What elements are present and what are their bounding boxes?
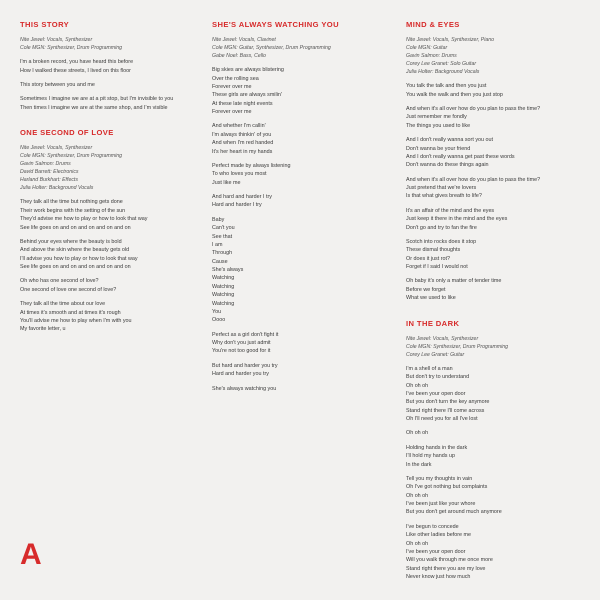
lyric-line: Never know just how much — [406, 574, 471, 580]
credit-line: Cole MGN: Synthesizer, Drum Programming — [20, 45, 123, 52]
lyric-line: And when it's all over how do you plan to pass the time? — [406, 176, 541, 183]
lyric-line: I've begun to concede — [406, 523, 459, 530]
lyric-line: Then times I imagine we are at the same shop, and I'm visible — [20, 104, 168, 111]
lyric-line: I've been just like your whore — [406, 501, 476, 507]
lyric-line: Oh oh oh — [406, 430, 429, 437]
lyric-line: Oh I've got nothing but complaints — [406, 484, 488, 491]
lyric-line: Stand right there you are my love — [406, 565, 486, 572]
lyric-line: Big skies are always blistering — [212, 67, 284, 74]
lyric-stanza — [406, 82, 586, 99]
lyric-line: Perfect as a girl don't fight it — [212, 331, 279, 338]
lyric-line: These dismal thoughts — [406, 247, 461, 254]
lyric-line: Just pretend that we're lovers — [406, 185, 477, 192]
lyric-line: I'll advise you how to play or how to look that way — [20, 255, 138, 262]
lyric-line: I've been your open door — [406, 548, 466, 555]
credit-line: Corey Lee Granet: Solo Guitar — [406, 61, 477, 68]
song-title: MIND & EYES — [406, 20, 460, 29]
lyric-line: Don't wanna be your friend — [406, 145, 471, 152]
credit-line: Cole MGN: Guitar — [406, 45, 448, 52]
lyric-line: You walk the walk and then you just stop — [406, 91, 503, 98]
lyric-line: And whether I'm callin' — [212, 123, 266, 130]
lyric-line: Or does it just rot? — [406, 255, 451, 262]
credit-line: Gavin Salmon: Drums — [20, 161, 71, 168]
lyric-stanza — [406, 475, 586, 517]
credit-line: Gavin Salmon: Drums — [406, 53, 457, 60]
song-title: ONE SECOND OF LOVE — [20, 128, 114, 137]
lyric-line: And I don't really wanna get past these words — [406, 153, 515, 160]
lyric-line: Oh oh oh — [406, 492, 429, 499]
lyric-line: Scotch into rocks does it stop — [406, 238, 477, 245]
credit-line: Nite Jewel: Vocals, Synthesizer, Piano — [406, 37, 495, 43]
lyric-line: Behind your eyes where the beauty is bold — [20, 238, 122, 245]
lyric-line: Through — [212, 250, 233, 257]
lyric-stanza — [406, 105, 586, 130]
lyric-line: Watching — [212, 300, 235, 307]
lyric-stanza — [20, 238, 200, 272]
lyric-stanza — [406, 176, 586, 201]
lyric-stanza — [212, 331, 392, 356]
lyric-line: Watching — [212, 275, 235, 282]
lyric-line: Holding hands in the dark — [406, 444, 468, 451]
lyric-line: I've been your open door — [406, 390, 466, 397]
lyric-line: And hard and harder I try — [212, 194, 272, 201]
song-title: IN THE DARK — [406, 318, 460, 328]
lyric-stanza — [406, 277, 586, 302]
lyric-stanza — [20, 277, 200, 294]
song-block — [406, 319, 586, 582]
lyric-line: I'm a shell of a man — [406, 365, 453, 372]
lyric-line: It's an affair of the mind and the eyes — [406, 207, 495, 214]
song-block — [212, 20, 392, 393]
lyric-line: What we used to like — [406, 295, 456, 302]
lyric-line: Hard and harder you try — [212, 371, 269, 378]
lyric-line: Forever over me — [212, 109, 252, 116]
lyric-line: You talk the talk and then you just — [406, 83, 487, 90]
lyric-line: How I walked these streets, I lived on this floor — [20, 67, 131, 74]
lyric-line: At these late night events — [212, 100, 273, 107]
side-letter: A — [20, 538, 42, 571]
lyric-line: But you don't turn the key anymore — [406, 399, 490, 406]
lyric-line: Don't go and try to fan the fire — [406, 224, 477, 231]
lyric-line: I'll hold my hands up — [406, 453, 455, 460]
lyric-line: This story between you and me — [20, 81, 95, 88]
lyric-line: Forever over me — [212, 83, 252, 90]
credit-line: Julia Holter: Background Vocals — [20, 185, 94, 192]
lyric-stanza — [212, 362, 392, 379]
credit-line: Cole MGN: Synthesizer, Drum Programming — [406, 343, 509, 350]
lyric-line: You're not too good for it — [212, 348, 271, 355]
credit-line: Cole MGN: Guitar, Synthesizer, Drum Programming — [212, 45, 331, 52]
lyric-line: Sometimes I imagine we are at a pit stop, but I'm invisible to you — [20, 96, 174, 103]
lyric-line: One second of love one second of love? — [20, 286, 117, 293]
lyric-stanza — [406, 365, 586, 424]
lyric-line: Oh who has one second of love? — [20, 278, 99, 285]
lyric-line: The things you used to like — [406, 122, 471, 129]
lyric-stanza — [406, 444, 586, 469]
lyric-line: In the dark — [406, 461, 432, 468]
lyric-line: Don't wanna do these things again — [406, 162, 489, 169]
lyric-line: And when I'm red handed — [212, 140, 274, 147]
lyric-line: At times it's smooth and at times it's rough — [20, 309, 121, 316]
lyric-line: Watching — [212, 292, 235, 299]
song-title: SHE'S ALWAYS WATCHING YOU — [212, 20, 339, 29]
lyric-stanza — [406, 238, 586, 272]
lyric-line: And I don't really wanna sort you out — [406, 137, 494, 144]
lyric-line: Is that what gives breath to life? — [406, 193, 482, 200]
credit-line: Corey Lee Granet: Guitar — [406, 351, 465, 358]
lyric-line: I am — [212, 241, 223, 248]
lyric-line: She's always — [212, 267, 244, 274]
lyric-line: Can't you — [212, 225, 235, 232]
lyric-line: Stand right there I'll come across — [406, 407, 485, 414]
lyric-line: They talk all the time but nothing gets done — [20, 199, 123, 206]
lyric-line: Oh I'll need you for all I've lost — [406, 416, 478, 422]
lyric-stanza — [406, 207, 586, 232]
credit-line: Julia Holter: Background Vocals — [406, 69, 480, 76]
credit-line: David Barrett: Electronics — [20, 169, 79, 176]
lyric-line: Will you walk through me once more — [406, 557, 493, 564]
lyric-line: She's always watching you — [212, 385, 277, 392]
lyric-line: These girls are always smilin' — [212, 92, 282, 99]
lyric-line: See life goes on and on and on and on and on — [20, 264, 131, 270]
lyric-line: And above the skin where the beauty gets old — [20, 247, 130, 254]
column-1 — [20, 20, 200, 350]
lyric-stanza — [20, 58, 200, 75]
lyric-stanza — [212, 385, 392, 393]
lyric-stanza — [20, 198, 200, 232]
column-2 — [212, 20, 392, 409]
credit-line: Cole MGN: Synthesizer, Drum Programming — [20, 153, 123, 160]
lyric-line: You — [212, 308, 222, 315]
lyric-line: I'm a broken record, you have heard this before — [20, 59, 134, 66]
song-block — [20, 20, 200, 112]
song-credits — [20, 36, 200, 52]
credit-line: Harland Burkhart: Effects — [20, 177, 78, 184]
song-credits — [20, 144, 200, 192]
lyric-line: They'd advise me how to play or how to look that way — [20, 216, 148, 223]
credit-line: Nite Jewel: Vocals, Synthesizer — [406, 335, 479, 342]
lyric-line: You'll advise me how to play when I'm with you — [20, 317, 132, 324]
lyric-line: But hard and harder you try — [212, 362, 278, 369]
lyric-line: Baby — [212, 216, 225, 223]
lyric-line: Why don't you just admit — [212, 340, 271, 347]
column-3 — [406, 20, 586, 597]
lyric-line: Their work begins with the setting of the sun — [20, 207, 126, 214]
song-credits — [212, 36, 392, 60]
lyric-line: But you don't get around much anymore — [406, 509, 502, 516]
lyric-line: Oooo — [212, 317, 226, 324]
lyric-line: Before we forget — [406, 286, 446, 293]
lyric-line: Just like me — [212, 179, 241, 186]
lyric-line: Oh oh oh — [406, 382, 429, 389]
lyric-line: It's her heart in my hands — [212, 148, 273, 155]
credit-line: Nite Jewel: Vocals, Clavinet — [212, 37, 276, 43]
lyric-stanza — [212, 216, 392, 325]
lyric-line: Just keep it there in the mind and the eyes — [406, 216, 508, 223]
lyric-line: Like other ladies before me — [406, 532, 472, 539]
song-credits — [406, 335, 586, 359]
lyric-line: Perfect made by always listening — [212, 162, 291, 169]
lyric-line: Over the rolling sea — [212, 75, 259, 82]
credit-line: Nite Jewel: Vocals, Synthesizer — [20, 145, 93, 151]
lyric-line: My favorite letter, u — [20, 326, 66, 333]
lyric-stanza — [212, 162, 392, 187]
lyric-stanza — [212, 193, 392, 210]
lyric-stanza — [406, 429, 586, 437]
lyric-stanza — [20, 81, 200, 89]
lyric-line: I'm always thinkin' of you — [212, 131, 272, 138]
lyric-line: They talk all the time about our love — [20, 301, 106, 308]
song-title: THIS STORY — [20, 20, 70, 29]
lyric-stanza — [406, 136, 586, 170]
lyric-stanza — [20, 300, 200, 334]
lyric-line: Just remember me fondly — [406, 114, 467, 121]
lyric-stanza — [212, 66, 392, 116]
lyric-line: Cause — [212, 258, 228, 265]
song-credits — [406, 36, 586, 76]
lyric-line: Watching — [212, 283, 235, 290]
lyric-line: Oh oh oh — [406, 540, 429, 547]
lyric-stanza — [212, 122, 392, 156]
song-block — [20, 128, 200, 334]
credit-line: Nite Jewel: Vocals, Synthesizer — [20, 37, 93, 43]
lyric-stanza — [406, 523, 586, 582]
lyric-line: See that — [212, 233, 233, 240]
song-block — [406, 20, 586, 303]
lyric-line: Hard and harder I try — [212, 202, 262, 209]
credit-line: Gabe Noel: Bass, Cello — [212, 53, 266, 60]
lyric-line: Tell you my thoughts in vain — [406, 475, 473, 482]
lyric-stanza — [20, 95, 200, 112]
lyric-line: See life goes on and on and on and on and on — [20, 224, 131, 231]
lyric-line: To who loves you most — [212, 171, 267, 178]
lyric-line: But don't try to understand — [406, 374, 470, 381]
lyric-line: And when it's all over how do you plan to pass the time? — [406, 106, 541, 113]
lyric-line: Forget if I said I would not — [406, 264, 468, 271]
lyric-line: Oh baby it's only a matter of tender time — [406, 278, 502, 285]
